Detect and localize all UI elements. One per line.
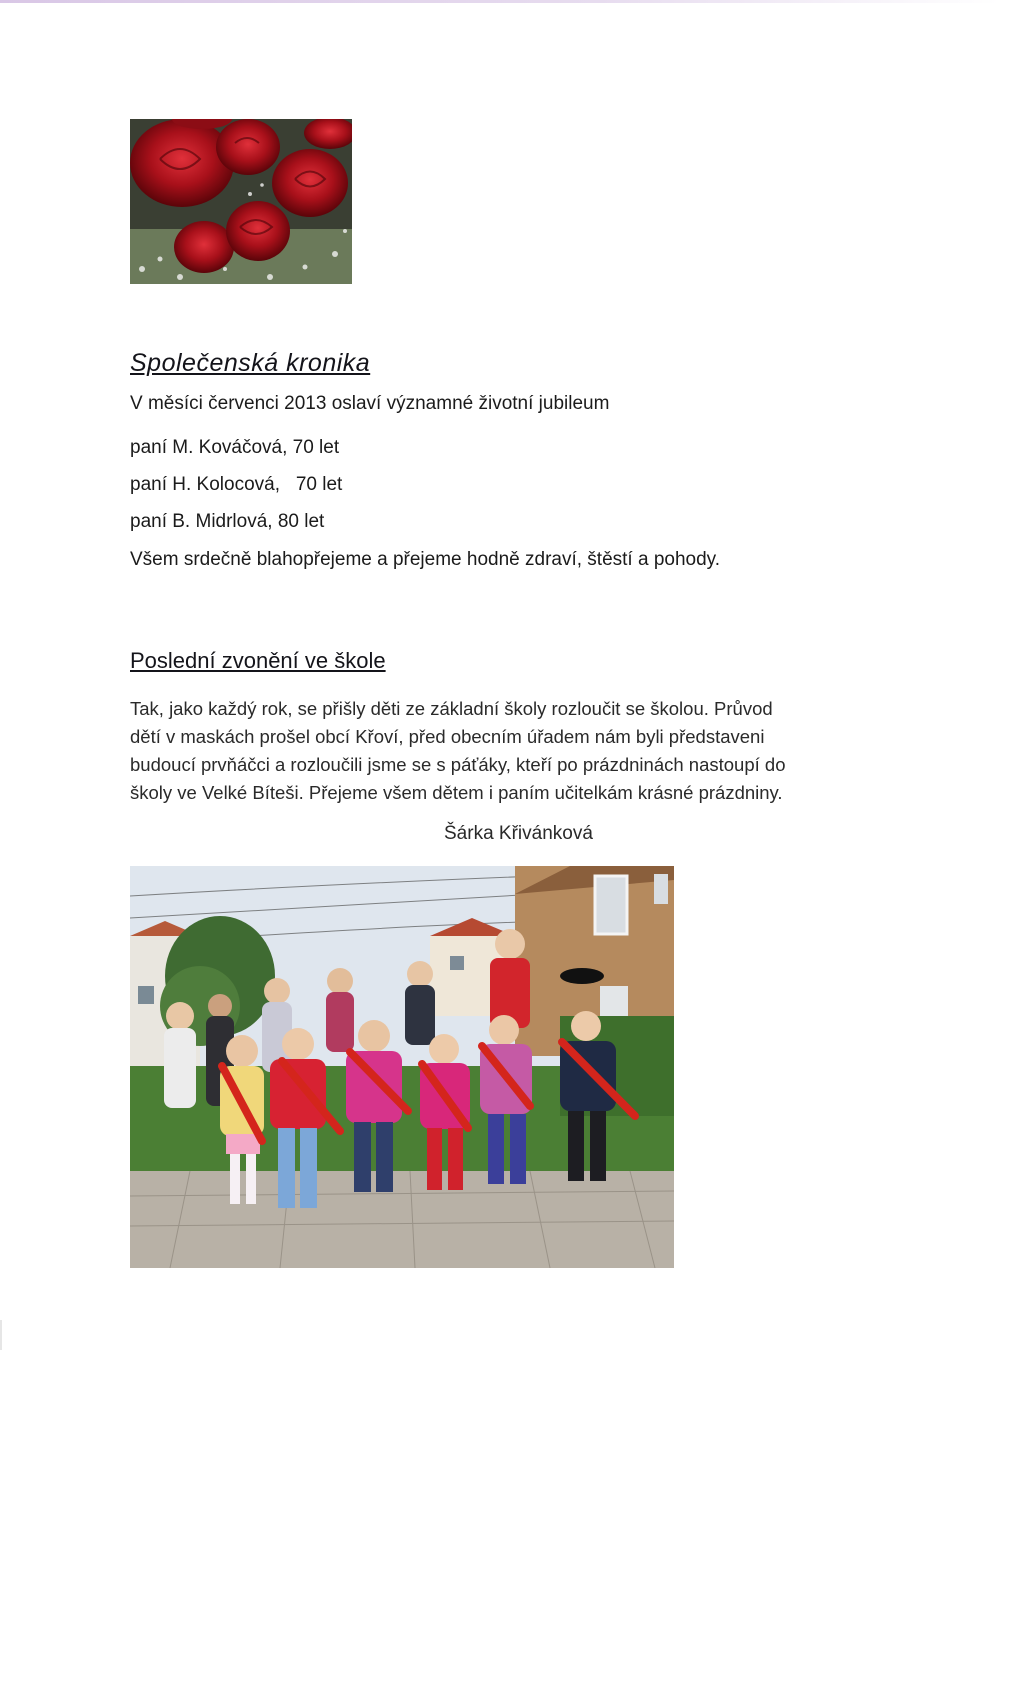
kronika-wishes: Všem srdečně blahopřejeme a přejeme hodně zdraví, štěstí a pohody.	[130, 549, 721, 570]
article-line: budoucí prvňáčci a rozloučili jsme se s páťáky, kteří po prázdninách nastoupí do	[130, 754, 786, 775]
article-line: Tak, jako každý rok, se přišly děti ze základní školy rozloučit se školou. Průvod	[130, 698, 773, 719]
children-group-photo	[130, 866, 674, 1268]
page-top-rule	[0, 0, 1000, 3]
zvoneni-article	[130, 695, 890, 807]
article-line: dětí v maskách prošel obcí Křoví, před obecním úřadem nám byli představeni	[130, 726, 765, 747]
zvoneni-title: Poslední zvonění ve škole	[130, 648, 386, 673]
kronika-title: Společenská kronika	[130, 349, 371, 377]
jubilant-1: paní M. Kováčová, 70 let	[130, 437, 340, 458]
red-roses-photo	[130, 119, 352, 284]
scan-margin-mark	[0, 1320, 2, 1350]
article-line: školy ve Velké Bíteši. Přejeme všem dětem i paním učitelkám krásné prázdniny.	[130, 782, 783, 803]
jubilant-3: paní B. Midrlová, 80 let	[130, 511, 325, 532]
author-signature: Šárka Křivánková	[444, 823, 593, 844]
jubilant-2: paní H. Kolocová, 70 let	[130, 474, 343, 495]
kronika-intro: V měsíci červenci 2013 oslaví významné životní jubileum	[130, 393, 610, 414]
